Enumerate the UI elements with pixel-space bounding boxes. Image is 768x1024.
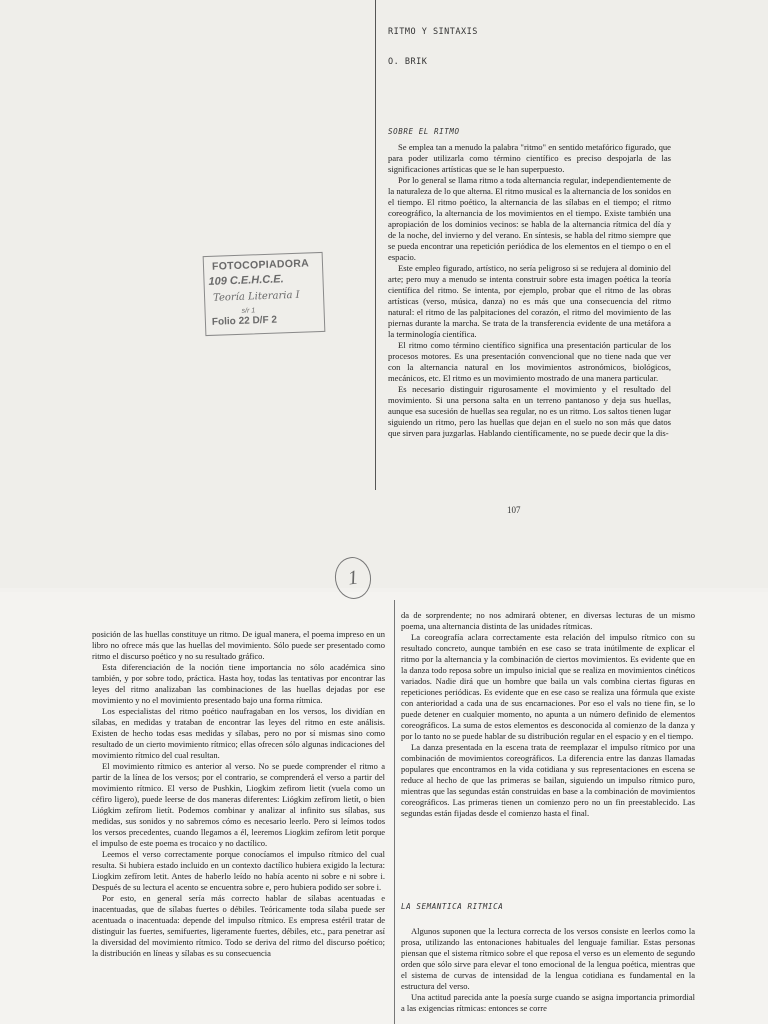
paragraph: posición de las huellas constituye un ritmo. De igual manera, el poema impreso en un libro no ofrece más que las huellas del movimiento. Sólo puede ser presentado como ritmo el discurso poético y no su resultado gráfico. <box>92 629 385 661</box>
stamp-line: FOTOCOPIADORA <box>211 257 310 273</box>
handwritten-page-mark: 1 <box>332 555 373 602</box>
section-title-sobre-el-ritmo: SOBRE EL RITMO <box>388 127 460 136</box>
page2-left-column <box>92 629 385 959</box>
stamp-line: Teoría Literaria I <box>212 289 300 304</box>
stamp-line: Folio 22 D/F 2 <box>211 314 278 328</box>
paragraph: Por lo general se llama ritmo a toda alternancia regular, independientemente de la naturaleza de lo que alterna. El ritmo musical es la alternancia de los sonidos en el tiempo. El ritmo poético, la alternancia de las sílabas en el tiempo; el ritmo coreográfico, la alternancia de los movimientos en el tiempo. Existe también una apropiación de los dominios vecinos: se habla de la alternancia rítmica del día y de la noche, del invierno y del verano. En síntesis, se habla del ritmo siempre que se pueda encontrar una repetición periódica de los elementos en el tiempo o en el espacio. <box>388 175 672 262</box>
page2-right-column-top <box>401 610 695 819</box>
running-title: RITMO Y SINTAXIS <box>388 27 478 37</box>
page1-body <box>388 142 671 439</box>
stamp-line: s/r 1 <box>241 307 256 315</box>
paragraph: Por esto, en general sería más correcto hablar de sílabas acentuadas e inacentuadas, que de sílabas fuertes o débiles. Teóricamente toda sílaba puede ser acentuada o inacentuada: depende del impulso rítmico. Es empresa estéril tratar de distinguir las fuertes, semifuertes, ligeramente fuertes, débiles, etc., para penetrar así la diversidad del movimiento rítmico. Todo se deriva del ritmo del discurso poético; la distribución en líneas y sílabas es su consecuencia <box>92 893 385 958</box>
author-name: O. BRIK <box>388 57 428 67</box>
paragraph: El movimiento rítmico es anterior al verso. No se puede comprender el ritmo a partir de la línea de los versos; por el contrario, se comprenderá el verso a partir del movimiento rítmico. El verso de Pushkin, Liogkim zefirom lietit (vuela como un céfiro ligero), puede leerse de dos maneras diferentes: Liógkim zefírom lietít, o bien Liógkim zefírom lietít. Podemos combinar y analizar al infinito sus sílabas, sus medidas, sus sonidos y no sabremos cómo es necesario leerlo. Pero si leímos todos los versos precedentes, cuando llegamos a él, leeremos Liogkim zefírom letit porque el impulso de este poema es trocaico y no dactílico. <box>92 761 385 848</box>
paragraph: Algunos suponen que la lectura correcta de los versos consiste en leerlos como la prosa, utilizando las entonaciones habituales del lenguaje familiar. Estas personas piensan que el sistema rítmico sobre el que reposa el verso es un elemento de segundo orden que sólo sirve para elevar el tono emocional de la lengua poética, mientras que el sistema de curvas de intensidad de la lengua cotidiana es fundamental en la estructura del verso. <box>401 926 695 991</box>
paragraph: El ritmo como término científico significa una presentación particular de los procesos motores. Es una presentación convencional que no tiene nada que ver con la alternancia natural en los movimientos astronómicos, biológicos, mecánicos, etc. El ritmo es un movimiento mostrado de una manera particular. <box>388 340 671 383</box>
stamp-line: 109 C.E.H.C.E. <box>208 273 284 288</box>
paragraph: Se emplea tan a menudo la palabra "ritmo" en sentido metafórico figurado, que para poder utilizarla como término científico es preciso despojarla de las significaciones artísticas que se le han superpuesto. <box>388 142 671 174</box>
paragraph: da de sorprendente; no nos admirará obtener, en diversas lecturas de un mismo poema, una alternancia distinta de las unidades rítmicas. <box>401 610 695 631</box>
paragraph: Este empleo figurado, artístico, no sería peligroso si se redujera al dominio del arte; pero muy a menudo se intenta construir sobre esta imagen poética la teoría científica del ritmo. Se intenta, por ejemplo, probar que el ritmo de las obras artísticas (verso, música, danza) no es más que una consecuencia del ritmo natural: el ritmo de las palpitaciones del corazón, el ritmo del movimiento de las piernas durante la marcha. Se trata de la transferencia evidente de una metáfora a la terminología científica. <box>388 263 671 339</box>
paragraph: Es necesario distinguir rigurosamente el movimiento y el resultado del movimiento. Si una persona salta en un terreno pantanoso y deja sus huellas, aunque esa sucesión de huellas sea regular, no es un ritmo. Los saltos tienen lugar siguiendo un ritmo, pero las huellas que dejan en el suelo no son más que datos que sirven para juzgarlas. Hablando científicamente, no se puede decir que la dis- <box>388 384 671 438</box>
photocopy-stamp <box>203 252 326 336</box>
column-rule-top <box>375 0 376 490</box>
paragraph: Los especialistas del ritmo poético naufragaban en los versos, los dividían en sílabas, en medidas y trataban de encontrar las leyes del ritmo en este análisis. Existen de hecho todas esas medidas y sílabas, pero no por sí mismas sino como resultado de un cierto movimiento rítmico; ellas ofrecen sólo algunas indicaciones del movimiento rítmico del cual resultan. <box>92 706 385 760</box>
page2-right-column-bottom <box>401 926 695 1014</box>
column-rule-bottom <box>394 600 395 1024</box>
paragraph: La danza presentada en la escena trata de reemplazar el impulso rítmico por una combinación de movimientos coreográficos. La diferencia entre las danzas llamadas populares que encontramos en la vida cotidiana y sus representaciones en escena se reduce al hecho de que las primeras se bailan, siguiendo un impulso rítmico puro, mientras que las segundas están construidas en base a la combinación de movimientos coreográficos. Las primeras tienen un comienzo pero no un fin preestablecido. Las segundas están fijadas desde el comienzo hasta el final. <box>401 742 695 818</box>
paragraph: Leemos el verso correctamente porque conocíamos el impulso rítmico del cual resulta. Si hubiera estado incluido en un contexto dactílico hubiera exigido la lectura: Liogkim zefírom letit. Antes de haberlo leído no había acento ni sobre e ni sobre i. Después de su lectura el acento se encuentra sobre e, pero hubiera podido ser sobre i. <box>92 849 385 892</box>
paragraph: Una actitud parecida ante la poesía surge cuando se asigna importancia primordial a las exigencias rítmicas: entonces se corre <box>401 992 695 1013</box>
section-title-semantica-ritmica: LA SEMANTICA RITMICA <box>401 902 504 911</box>
paragraph: La coreografía aclara correctamente esta relación del impulso rítmico con su resultado concreto, aunque también en ese caso se trata inútilmente de explicar el ritmo por la alternancia y la combinación de ciertos movimientos. Es evidente que en la danza todo reposa sobre un impulso inicial que se realiza en movimientos cinéticos variados. Nadie dirá que un hombre que baila un vals combina ciertas figuras en repeticiones periódicas. Es evidente que en ese caso se realiza una fórmula que existe con anterioridad a cada una de sus encarnaciones. Por eso el vals no tiene fin, se lo puede detener en cualquier momento, no apunta a un número definido de elementos coreográficos. La suma de estos elementos es desconocida al comienzo de la danza y por lo tanto no se puede hablar de su distribución regular en el espacio y en el tiempo. <box>401 632 695 741</box>
paragraph: Esta diferenciación de la noción tiene importancia no sólo académica sino también, y por sobre todo, práctica. Hasta hoy, todas las tentativas por encontrar las leyes del ritmo analizaban las combinaciones de las huellas dejadas por ese movimiento y no el movimiento presentado bajo una forma rítmica. <box>92 662 385 705</box>
page-number: 107 <box>507 505 521 515</box>
